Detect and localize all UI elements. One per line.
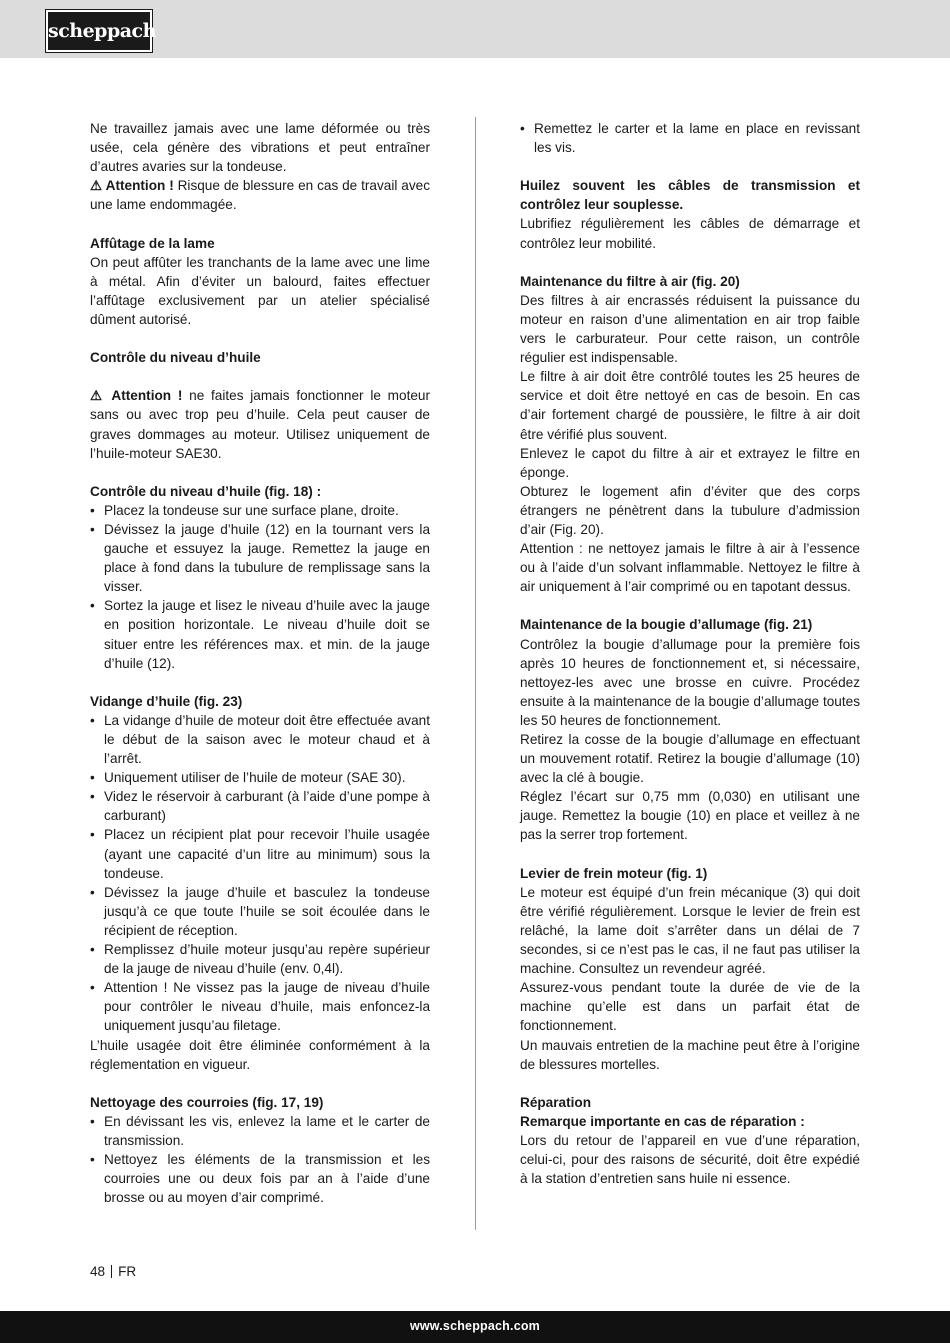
bullet-list [90,711,430,1036]
bullet-list [90,1112,430,1207]
left-column [90,119,430,1207]
paragraph: Obturez le logement afin d’éviter que des corps étrangers ne pénètrent dans la tubulure d’admission d’air (Fig. 20). [520,483,860,537]
paragraph: Contrôlez la bougie d’allumage pour la première fois après 10 heures de fonctionnement et, si nécessaire, nettoyez-les avec une brosse en cuivre. Procédez ensuite à la maintenance de la bougie d’allumage toutes les 50 heures de fonctionnement. [520,636,860,728]
list-item: • Placez la tondeuse sur une surface plane, droite. [90,501,430,520]
section-heading: Vidange d’huile (fig. 23) [90,693,243,709]
page-header [0,0,950,58]
right-column [520,119,860,1188]
page-number: 48 [90,1264,106,1279]
bullet-list [90,501,430,673]
section-heading: Nettoyage des courroies (fig. 17, 19) [90,1094,324,1110]
list-item: • Remplissez d’huile moteur jusqu’au repère supérieur de la jauge de niveau d’huile (env. 0,4l). [90,940,430,978]
paragraph: Lubrifiez régulièrement les câbles de démarrage et contrôlez leur mobilité. [520,216,860,251]
warning-label: ⚠ Attention ! [90,388,183,404]
paragraph: Lors du retour de l’appareil en vue d’une réparation, celui-ci, pour des raisons de sécurité, doit être expédié à la station d’entretien sans huile ni essence. [520,1132,860,1187]
paragraph: Le filtre à air doit être contrôlé toutes les 25 heures de service et doit être nettoyé en cas de besoin. En cas d’air fortement chargé de poussière, le filtre à air doit être vérifié plus souvent. [520,369,860,442]
paragraph: Le moteur est équipé d’un frein mécanique (3) qui doit être vérifié régulièrement. Lorsque le levier de frein est relâché, la lame doit s’arrêter dans un délai de 7 secondes, si ce n’est pas le cas, il ne faut pas utiliser la machine. Consultez un revendeur agréé. [520,884,860,977]
list-item: • Nettoyez les éléments de la transmission et les courroies une ou deux fois par an à l’aide d’une brosse ou au moyen d’air comprimé. [90,1150,430,1207]
paragraph: Attention : ne nettoyez jamais le filtre à air à l’essence ou à l’aide d’un solvant inflammable. Nettoyez le filtre à air uniquement à l’air comprimé ou en tapotant dessus. [520,541,860,595]
paragraph: L’huile usagée doit être éliminée conformément à la réglementation en vigueur. [90,1037,430,1072]
warning-paragraph [90,176,430,214]
language-code: FR [118,1264,137,1279]
section-heading: Contrôle du niveau d’huile (fig. 18) : [90,483,322,499]
paragraph: On peut affûter les tranchants de la lame avec une lime à métal. Afin d’éviter un balourd, faites effectuer l’affûtage exclusivement par un atelier spécialisé dûment autorisé. [90,254,430,327]
list-item: • Dévissez la jauge d’huile et basculez la tondeuse jusqu’à ce que toute l’huile se soit écoulée dans le récipient de réception. [90,883,430,940]
list-item: • En dévissant les vis, enlevez la lame et le carter de transmission. [90,1112,430,1150]
section-heading: Affûtage de la lame [90,235,215,251]
section-heading: Maintenance du filtre à air (fig. 20) [520,273,740,289]
list-item: • Sortez la jauge et lisez le niveau d’huile avec la jauge en position horizontale. Le niveau d’huile doit se situer entre les références max. et min. de la jauge d’huile (12). [90,596,430,672]
paragraph: Un mauvais entretien de la machine peut être à l’origine de blessures mortelles. [520,1037,860,1072]
list-item: • Uniquement utiliser de l’huile de moteur (SAE 30). [90,768,430,787]
paragraph: Assurez-vous pendant toute la durée de vie de la machine qu’elle est dans un parfait état de fonctionnement. [520,980,860,1034]
section-heading: Huilez souvent les câbles de transmission et contrôlez leur souplesse. [520,178,860,213]
section-heading: Contrôle du niveau d’huile [90,350,261,366]
warning-text: ne faites jamais fonctionner le moteur sans ou avec trop peu d’huile. Cela peut causer de graves dommages au moteur. Utilisez uniquement de l’huile-moteur SAE30. [90,388,430,461]
list-item: • Remettez le carter et la lame en place en revissant les vis. [520,119,860,157]
column-divider [475,117,476,1230]
website-link[interactable]: www.scheppach.com [409,1319,540,1333]
paragraph: Enlevez le capot du filtre à air et extrayez le filtre en éponge. [520,445,860,480]
paragraph: Réglez l’écart sur 0,75 mm (0,030) en utilisant une jauge. Remettez la bougie (10) en place et veillez à ne pas la serrer trop fortement. [520,789,860,843]
bottom-bar [0,1311,950,1343]
page-footer [90,1264,136,1279]
list-item: • Placez un récipient plat pour recevoir l’huile usagée (ayant une capacité d’un litre au minimum) sous la tondeuse. [90,825,430,882]
section-heading: Maintenance de la bougie d’allumage (fig. 21) [520,617,813,633]
section-heading: Réparation [520,1094,592,1110]
section-heading: Levier de frein moteur (fig. 1) [520,865,708,881]
warning-text: Risque de blessure en cas de travail avec une lame endommagée. [90,178,430,213]
bullet-list [520,119,860,157]
paragraph: Retirez la cosse de la bougie d’allumage en effectuant un mouvement rotatif. Retirez la bougie d’allumage (10) avec la clé à bougie. [520,732,860,786]
warning-label: ⚠ Attention ! [90,178,174,194]
paragraph: Ne travaillez jamais avec une lame déformée ou très usée, cela génère des vibrations et peut entraîner d’autres avaries sur la tondeuse. [90,121,430,175]
section-subheading: Remarque importante en cas de réparation : [520,1113,805,1129]
list-item: • La vidange d’huile de moteur doit être effectuée avant le début de la saison avec le moteur chaud et à l’arrêt. [90,711,430,768]
list-item: • Dévissez la jauge d’huile (12) en la tournant vers la gauche et essuyez la jauge. Remettez la jauge en place à fond dans la tubulure de remplissage sans la visser. [90,520,430,596]
paragraph: Des filtres à air encrassés réduisent la puissance du moteur en raison d’une alimentation en air trop faible vers le carburateur. Pour cette raison, un contrôle régulier est indispensable. [520,292,860,366]
brand-logo: scheppach [46,10,152,52]
list-item: • Videz le réservoir à carburant (à l’aide d’une pompe à carburant) [90,787,430,825]
footer-separator [111,1265,112,1278]
list-item: • Attention ! Ne vissez pas la jauge de niveau d’huile pour contrôler le niveau d’huile, mais enfoncez-la uniquement jusqu’au filetage. [90,978,430,1035]
warning-paragraph [90,386,430,462]
